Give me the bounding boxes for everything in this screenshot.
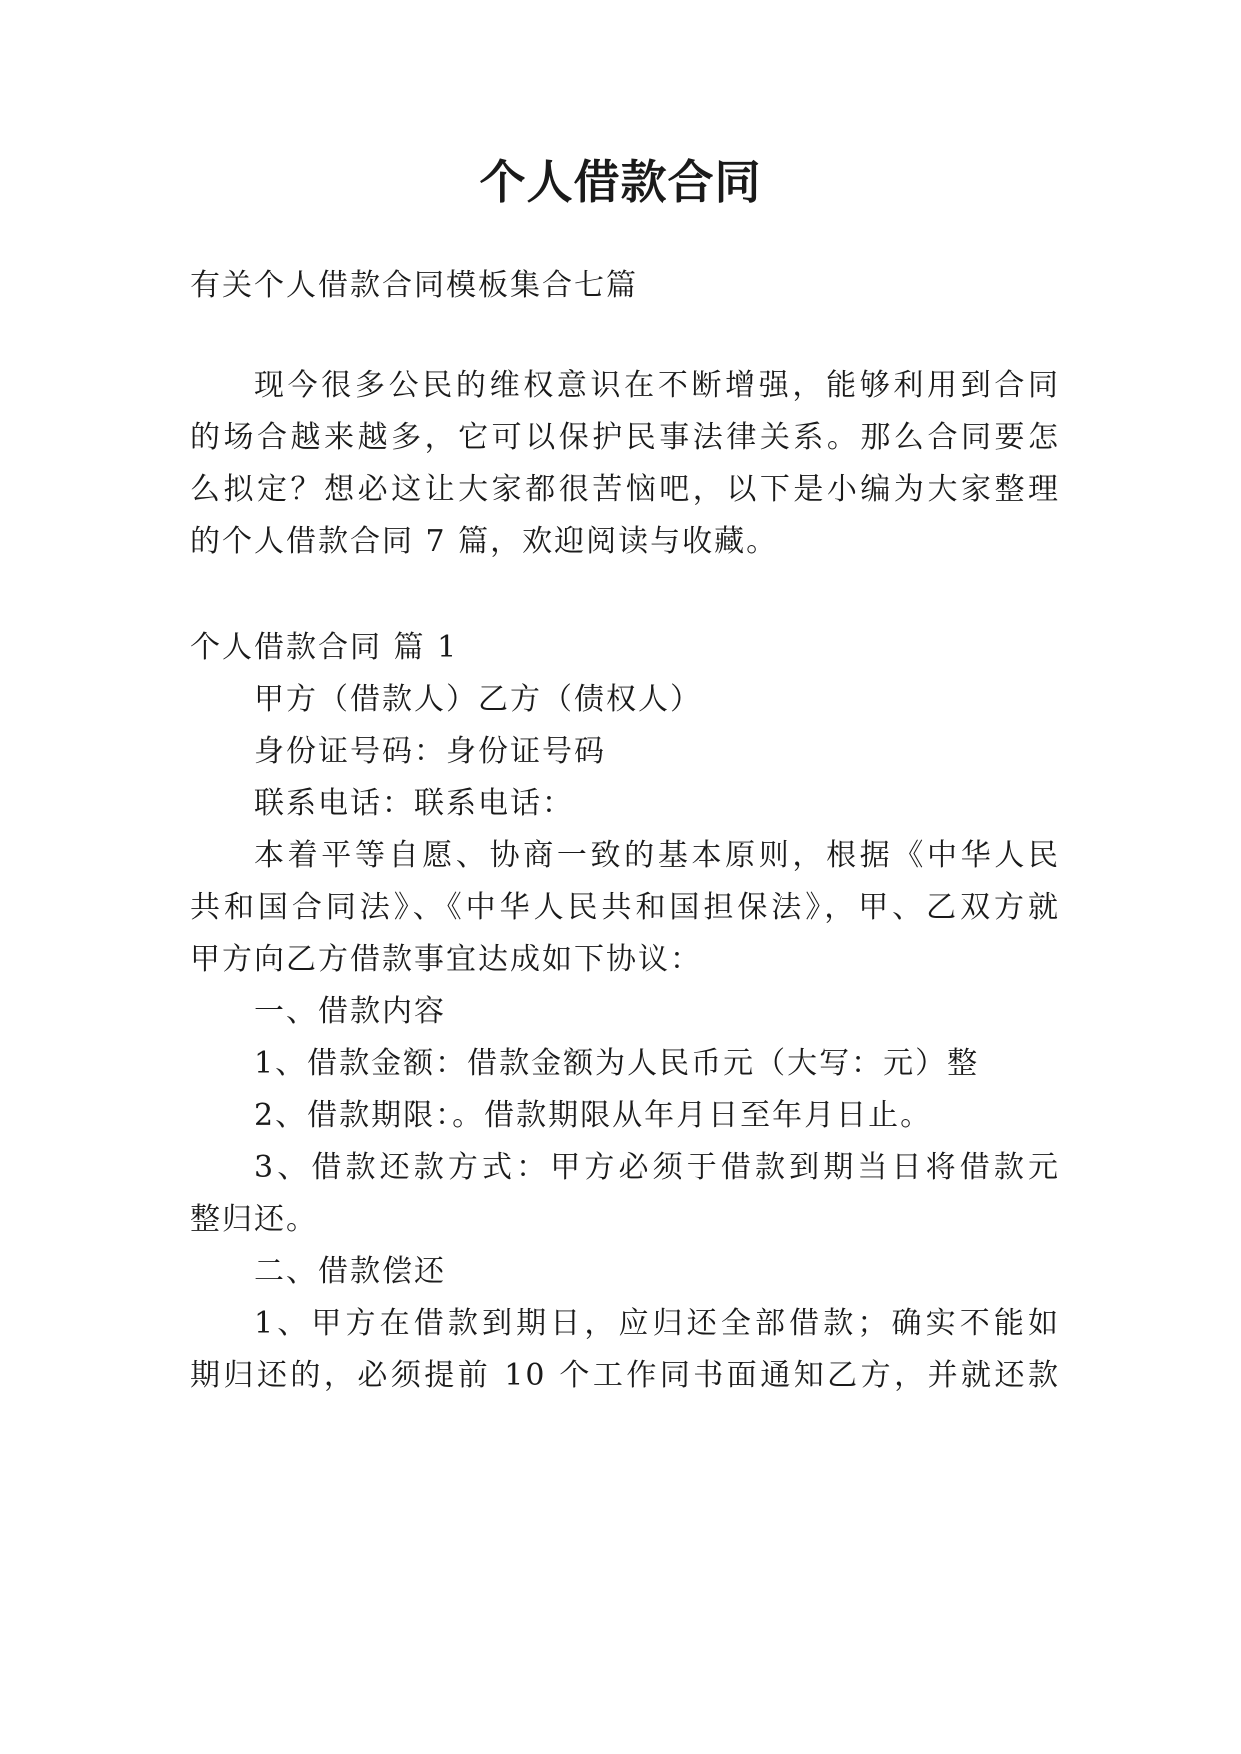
preamble-line-3: 甲方向乙方借款事宜达成如下协议： [190, 942, 702, 977]
phone-line: 联系电话：联系电话： [254, 786, 574, 821]
preamble-line-2: 共和国合同法》、《中华人民共和国担保法》，甲、乙双方就 [190, 890, 1060, 925]
intro-line-2: 的场合越来越多，它可以保护民事法律关系。那么合同要怎 [190, 420, 1060, 455]
section-heading: 个人借款合同 篇 1 [190, 630, 459, 665]
intro-line-4: 的个人借款合同 7 篇，欢迎阅读与收藏。 [190, 524, 779, 559]
intro-line-3: 么拟定？想必这让大家都很苦恼吧，以下是小编为大家整理 [190, 472, 1060, 507]
document-title: 个人借款合同 [479, 155, 762, 209]
parties-line: 甲方（借款人）乙方（债权人） [254, 682, 702, 717]
clause2-item1-line-1: 1、甲方在借款到期日，应归还全部借款；确实不能如 [254, 1306, 1060, 1341]
clause2-item1-line-2: 期归还的，必须提前 10 个工作同书面通知乙方，并就还款 [190, 1358, 1060, 1393]
clause1-heading: 一、借款内容 [254, 994, 446, 1029]
document-subtitle: 有关个人借款合同模板集合七篇 [190, 268, 638, 303]
clause1-item3-line-2: 整归还。 [190, 1202, 318, 1237]
preamble-line-1: 本着平等自愿、协商一致的基本原则，根据《中华人民 [254, 838, 1060, 873]
clause1-item2: 2、借款期限：。借款期限从年月日至年月日止。 [254, 1098, 933, 1133]
id-number-line: 身份证号码：身份证号码 [254, 734, 606, 769]
intro-line-1: 现今很多公民的维权意识在不断增强，能够利用到合同 [254, 368, 1060, 403]
clause1-item1: 1、借款金额：借款金额为人民币元（大写：元）整 [254, 1046, 980, 1081]
clause1-item3-line-1: 3、借款还款方式：甲方必须于借款到期当日将借款元 [254, 1150, 1060, 1185]
clause2-heading: 二、借款偿还 [254, 1254, 446, 1289]
